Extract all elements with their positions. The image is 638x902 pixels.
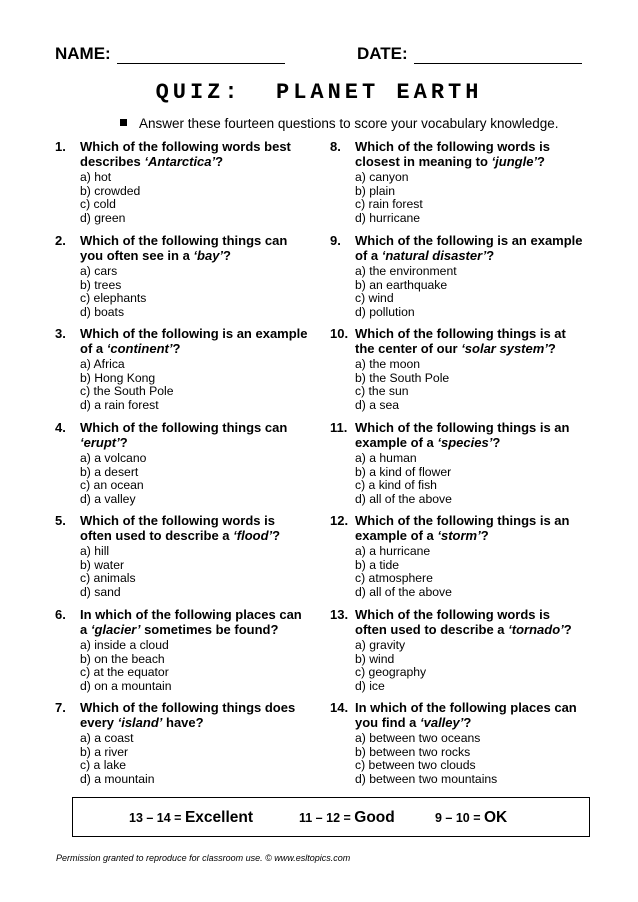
score-range: 11 – 12 = xyxy=(299,811,355,825)
question-body xyxy=(355,607,585,693)
question-suffix: ? xyxy=(172,341,181,356)
question-body xyxy=(80,607,310,693)
question-body xyxy=(355,513,585,599)
answer-option[interactable]: a) a volcano xyxy=(80,451,147,465)
answer-option[interactable]: c) a kind of fish xyxy=(355,478,437,493)
question-text xyxy=(80,326,310,356)
question-number: 4. xyxy=(55,420,66,435)
question-body xyxy=(80,326,310,412)
question-number: 7. xyxy=(55,700,66,715)
vocabulary-term: ‘species’ xyxy=(437,435,493,450)
question-body xyxy=(355,326,585,412)
question-suffix: ? xyxy=(537,154,545,169)
question-text xyxy=(355,607,585,637)
question-text xyxy=(80,513,310,543)
question-suffix: ? xyxy=(563,622,572,637)
date-blank-line[interactable] xyxy=(414,63,582,64)
question-number: 14. xyxy=(330,700,349,715)
question-text xyxy=(80,607,310,637)
question-suffix: ? xyxy=(492,435,501,450)
question-body xyxy=(80,139,310,225)
question-prompt: Which of the following things can xyxy=(80,420,288,435)
vocabulary-term: ‘bay’ xyxy=(193,248,224,263)
question-body xyxy=(80,700,310,786)
answer-option[interactable]: b) a desert xyxy=(80,464,139,479)
question-prompt: Which of the following things is an example of a xyxy=(355,513,570,543)
answer-option[interactable]: b) a tide xyxy=(355,557,400,572)
vocabulary-term: ‘glacier’ xyxy=(90,622,141,637)
answer-option[interactable]: d) a valley xyxy=(80,491,136,506)
answer-option[interactable]: b) an earthquake xyxy=(355,277,448,292)
question-suffix: have? xyxy=(162,715,204,730)
answer-option[interactable]: a) a coast xyxy=(80,731,134,745)
answer-option[interactable]: d) all of the above xyxy=(355,584,452,599)
question-body xyxy=(80,233,310,319)
vocabulary-term: ‘jungle’ xyxy=(491,154,538,169)
question-prompt: In which of the following places can you find a xyxy=(355,700,577,730)
answer-option[interactable]: b) a kind of flower xyxy=(355,464,452,479)
answer-option[interactable]: b) water xyxy=(80,557,125,572)
question-prompt: In which of the following places can a xyxy=(80,607,302,637)
answer-option[interactable]: b) between two rocks xyxy=(355,744,471,759)
question-suffix: ? xyxy=(272,528,281,543)
question-suffix: ? xyxy=(119,435,128,450)
question-text xyxy=(355,233,585,263)
question-number: 13. xyxy=(330,607,349,622)
answer-option[interactable]: d) pollution xyxy=(355,304,415,319)
answer-option[interactable]: b) wind xyxy=(355,651,395,666)
answer-option[interactable]: d) green xyxy=(80,210,126,225)
answer-option[interactable]: d) hurricane xyxy=(355,210,421,225)
question-number: 1. xyxy=(55,139,66,154)
question-suffix: ? xyxy=(215,154,224,169)
vocabulary-term: ‘tornado’ xyxy=(508,622,564,637)
vocabulary-term: ‘continent’ xyxy=(106,341,173,356)
question-prompt: Which of the following words best describes xyxy=(80,139,291,169)
question-prompt: Which of the following words is often used to describe a xyxy=(355,607,550,637)
question-number: 5. xyxy=(55,513,66,528)
score-ok xyxy=(435,809,507,827)
question-body xyxy=(80,513,310,599)
score-box xyxy=(72,797,590,837)
question-number: 12. xyxy=(330,513,349,528)
question-text xyxy=(355,700,585,730)
question-body xyxy=(355,700,585,786)
question-prompt: Which of the following is an example of a xyxy=(80,326,308,356)
score-excellent xyxy=(129,809,253,827)
question-suffix: ? xyxy=(486,248,495,263)
page-title: QUIZ: PLANET EARTH xyxy=(155,80,483,105)
vocabulary-term: ‘flood’ xyxy=(233,528,273,543)
square-bullet-icon xyxy=(120,119,127,126)
vocabulary-term: ‘natural disaster’ xyxy=(381,248,487,263)
copyright-note: Permission granted to reproduce for classroom use. © www.esltopics.com xyxy=(56,853,351,863)
name-label: NAME: xyxy=(55,44,111,63)
vocabulary-term: ‘valley’ xyxy=(420,715,464,730)
answer-option[interactable]: c) a lake xyxy=(80,758,127,773)
answer-option[interactable]: a) between two oceans xyxy=(355,731,481,745)
score-good xyxy=(299,809,395,827)
answer-option[interactable]: a) hill xyxy=(80,544,110,558)
instructions-text: Answer these fourteen questions to score your vocabulary knowledge. xyxy=(139,116,559,131)
answer-option[interactable]: b) on the beach xyxy=(80,651,165,666)
answer-option[interactable]: a) a human xyxy=(355,451,417,465)
vocabulary-term: ‘storm’ xyxy=(437,528,481,543)
answer-option[interactable]: a) Africa xyxy=(80,357,125,371)
question-body xyxy=(355,139,585,225)
name-field[interactable] xyxy=(55,44,285,64)
question-number: 10. xyxy=(330,326,349,341)
question-suffix: ? xyxy=(463,715,472,730)
name-blank-line[interactable] xyxy=(117,63,285,64)
answer-option[interactable]: c) an ocean xyxy=(80,478,144,493)
answer-option[interactable]: a) a hurricane xyxy=(355,544,431,558)
question-number: 11. xyxy=(330,420,348,435)
question-number: 3. xyxy=(55,326,66,341)
answer-option[interactable]: a) gravity xyxy=(355,638,406,652)
question-text xyxy=(80,233,310,263)
answer-option[interactable]: c) the sun xyxy=(355,384,409,399)
answer-option[interactable]: b) a river xyxy=(80,744,129,759)
date-field[interactable] xyxy=(357,44,582,64)
answer-option[interactable]: d) a rain forest xyxy=(80,397,159,412)
question-suffix: sometimes be found? xyxy=(140,622,279,637)
question-number: 2. xyxy=(55,233,66,248)
answer-option[interactable]: a) the environment xyxy=(355,264,457,278)
date-label: DATE: xyxy=(357,44,408,63)
vocabulary-term: ‘Antarctica’ xyxy=(144,154,216,169)
question-suffix: ? xyxy=(480,528,489,543)
question-prompt: Which of the following things is at the center of our xyxy=(355,326,566,356)
answer-option[interactable]: a) canyon xyxy=(355,170,409,184)
answer-option[interactable]: c) at the equator xyxy=(80,665,169,680)
question-text xyxy=(355,513,585,543)
question-body xyxy=(80,420,310,506)
answer-option[interactable]: c) atmosphere xyxy=(355,571,433,586)
question-suffix: ? xyxy=(547,341,556,356)
answer-option[interactable]: d) on a mountain xyxy=(80,678,172,693)
answer-option[interactable]: b) Hong Kong xyxy=(80,370,156,385)
question-prompt: Which of the following words is often used to describe a xyxy=(80,513,275,543)
answer-option[interactable]: c) cold xyxy=(80,197,116,212)
answer-option[interactable]: c) geography xyxy=(355,665,427,680)
question-suffix: ? xyxy=(223,248,231,263)
answer-option[interactable]: a) the moon xyxy=(355,357,421,371)
answer-option[interactable]: b) crowded xyxy=(80,183,141,198)
answer-option[interactable]: c) between two clouds xyxy=(355,758,476,773)
question-body xyxy=(355,233,585,319)
score-range: 13 – 14 = xyxy=(129,811,185,825)
question-prompt: Which of the following things is an example of a xyxy=(355,420,570,450)
answer-option[interactable]: d) a mountain xyxy=(80,771,155,786)
answer-option[interactable]: d) a sea xyxy=(355,397,400,412)
score-label: Excellent xyxy=(184,809,254,826)
question-prompt: Which of the following words is closest in meaning to xyxy=(355,139,550,169)
question-number: 6. xyxy=(55,607,66,622)
vocabulary-term: ‘island’ xyxy=(117,715,163,730)
question-text xyxy=(80,420,310,450)
answer-option[interactable]: c) the South Pole xyxy=(80,384,174,399)
answer-option[interactable]: a) hot xyxy=(80,170,112,184)
answer-option[interactable]: d) all of the above xyxy=(355,491,452,506)
question-text xyxy=(80,139,310,169)
question-text xyxy=(355,326,585,356)
answer-option[interactable]: b) the South Pole xyxy=(355,370,450,385)
score-label: OK xyxy=(484,809,508,826)
answer-option[interactable]: a) inside a cloud xyxy=(80,638,169,652)
answer-option[interactable]: c) elephants xyxy=(80,291,147,306)
question-text xyxy=(355,420,585,450)
answer-option[interactable]: d) ice xyxy=(355,678,385,693)
answer-option[interactable]: d) between two mountains xyxy=(355,771,498,786)
question-prompt: Which of the following things can you often see in a xyxy=(80,233,288,263)
answer-option[interactable]: d) sand xyxy=(80,584,121,599)
question-body xyxy=(355,420,585,506)
question-number: 9. xyxy=(330,233,341,248)
question-text xyxy=(355,139,585,169)
answer-option[interactable]: c) wind xyxy=(355,291,394,306)
score-range: 9 – 10 = xyxy=(435,811,484,825)
answer-option[interactable]: c) animals xyxy=(80,571,136,586)
question-prompt: Which of the following things does every xyxy=(80,700,296,730)
answer-option[interactable]: b) trees xyxy=(80,277,122,292)
question-prompt: Which of the following is an example of a xyxy=(355,233,583,263)
score-label: Good xyxy=(354,809,395,826)
answer-option[interactable]: d) boats xyxy=(80,304,125,319)
instructions xyxy=(120,116,559,131)
question-text xyxy=(80,700,310,730)
answer-option[interactable]: c) rain forest xyxy=(355,197,423,212)
answer-option[interactable]: a) cars xyxy=(80,264,118,278)
vocabulary-term: ‘erupt’ xyxy=(80,435,120,450)
vocabulary-term: ‘solar system’ xyxy=(461,341,548,356)
question-number: 8. xyxy=(330,139,341,154)
answer-option[interactable]: b) plain xyxy=(355,183,395,198)
